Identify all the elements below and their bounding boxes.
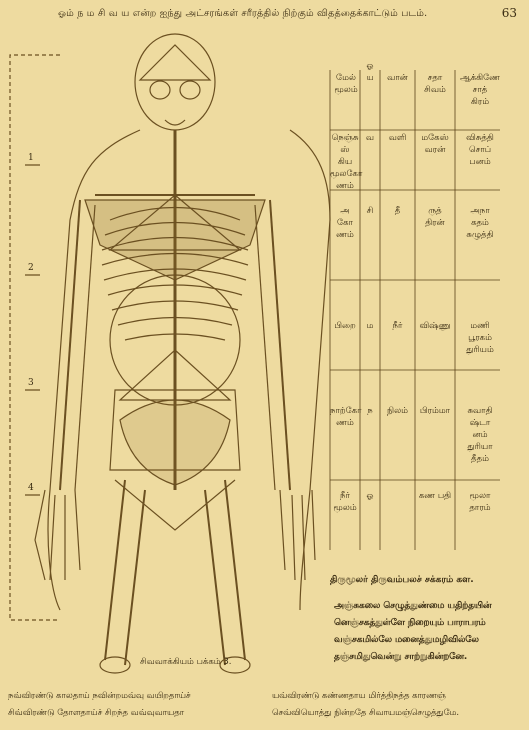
table-cell-chakra: நெஞ்சு ஸ் கிய மூலகோ ணம் bbox=[330, 133, 363, 191]
table-cell-deity: மகேஸ் வரன் bbox=[421, 133, 449, 155]
verse-line: வஞ்சகமில்லே மனைத்துமழிவில்லே bbox=[334, 635, 479, 645]
table-cell-state: ஆக்கிணே சாத் கிரம் bbox=[459, 73, 500, 107]
shoulder-region bbox=[85, 200, 265, 280]
table-cell-state: மணி பூரகம் துரியம் bbox=[466, 321, 494, 355]
table-cell-element: நிலம் bbox=[387, 406, 408, 416]
table-cell-element: நீர் bbox=[392, 321, 403, 331]
tick-2: 2 bbox=[28, 263, 34, 273]
table-cell-element: வளி bbox=[388, 133, 407, 143]
tick-1: 1 bbox=[28, 153, 34, 163]
tick-3: 3 bbox=[28, 378, 34, 388]
table-cell-chakra: அ கோ ணம் bbox=[336, 206, 354, 240]
table-cell-letter: சி bbox=[366, 206, 374, 216]
verse-line: தஞ்சமிதுவென்று சாற்றுகின்றனே. bbox=[334, 652, 468, 662]
right-leg bbox=[205, 480, 245, 665]
table-cell-deity: விஷ்ணு bbox=[419, 321, 451, 331]
table-cell-state: மூலா தாரம் bbox=[469, 491, 491, 513]
table-cell-deity: ருத் திரன் bbox=[425, 206, 445, 228]
table-cell-element: வான் bbox=[387, 73, 408, 83]
table-cell-chakra: பிறை bbox=[334, 321, 356, 331]
table-cell-chakra: மேல் மூலம் bbox=[334, 73, 358, 95]
figure-caption: சிவவாக்கியம் பக்கம் 3. bbox=[140, 657, 232, 667]
bottom-verse-left bbox=[8, 687, 191, 721]
verse-line: னெஞ்சகத்துள்ளே நிறையும் பாராபரம் bbox=[334, 618, 486, 628]
pelvis bbox=[120, 400, 230, 485]
table-cell-chakra: நீர் மூலம் bbox=[333, 491, 357, 513]
table-cell-letter: ம bbox=[366, 321, 374, 331]
tick-4: 4 bbox=[28, 483, 34, 493]
verse-title: திருமூலர் திருவம்பலச் சக்கரம் கள. bbox=[330, 575, 474, 585]
left-leg bbox=[105, 480, 145, 665]
skull bbox=[135, 34, 215, 130]
table-cell-letter: ஓ bbox=[366, 491, 374, 501]
table-cell-letter: ஓ ய bbox=[366, 61, 374, 83]
bottom-verse-line: யவ்விரண்டு கண்ணதாய மிர்த்திநத்த காரணஞ் bbox=[272, 690, 446, 700]
left-arm bbox=[60, 200, 80, 490]
verse-block bbox=[334, 598, 491, 666]
page-number: 63 bbox=[501, 6, 517, 20]
table-cell-state: விசுத்தி சொப் பனம் bbox=[466, 133, 494, 167]
head-triangle bbox=[140, 45, 210, 80]
left-hand bbox=[35, 490, 80, 580]
bottom-verse-line: சிவ்விரண்டு தோளதாய்ச் சிறந்த வவ்வுவாயதா bbox=[8, 707, 185, 717]
table-cell-state: அநா கதம் சுழுத்தி bbox=[466, 206, 494, 240]
bottom-verse-right bbox=[272, 687, 459, 721]
table-cell-element: தீ bbox=[394, 206, 401, 216]
bottom-verse-line: செவ்வியொத்து நின்றதே சிவாயமஞ்செழுத்துமே. bbox=[272, 707, 460, 717]
table-cell-chakra: நாற்கோ ணம் bbox=[330, 406, 362, 428]
level-ticks bbox=[25, 165, 40, 495]
right-hand bbox=[280, 490, 315, 580]
table-cell-deity: பிரம்மா bbox=[419, 406, 451, 416]
table-cell-state: சுவாதி ஷ்டா னம் துரியா தீதம் bbox=[467, 406, 493, 464]
right-arm bbox=[270, 200, 290, 490]
table-cell-letter: வ bbox=[365, 133, 375, 143]
verse-line: அஞ்சுகலை செழுத்துண்மை யதிற்தயின் bbox=[334, 601, 492, 611]
header-title: ஓம் ந ம சி வ ய என்ற ஐந்து அட்சரங்கள் சரீரத்தில் நிற்கும் விதத்தைக்காட்டும் படம். bbox=[58, 8, 428, 19]
table-cell-deity: சதா சிவம் bbox=[424, 73, 446, 95]
bottom-verse-line: நவ்விரண்டு காலதாய் நவின்றமவ்வு வயிறதாய்ச் bbox=[8, 690, 191, 700]
table-cell-deity: கண பதி bbox=[418, 491, 452, 501]
table-cell-letter: ந bbox=[367, 406, 373, 416]
